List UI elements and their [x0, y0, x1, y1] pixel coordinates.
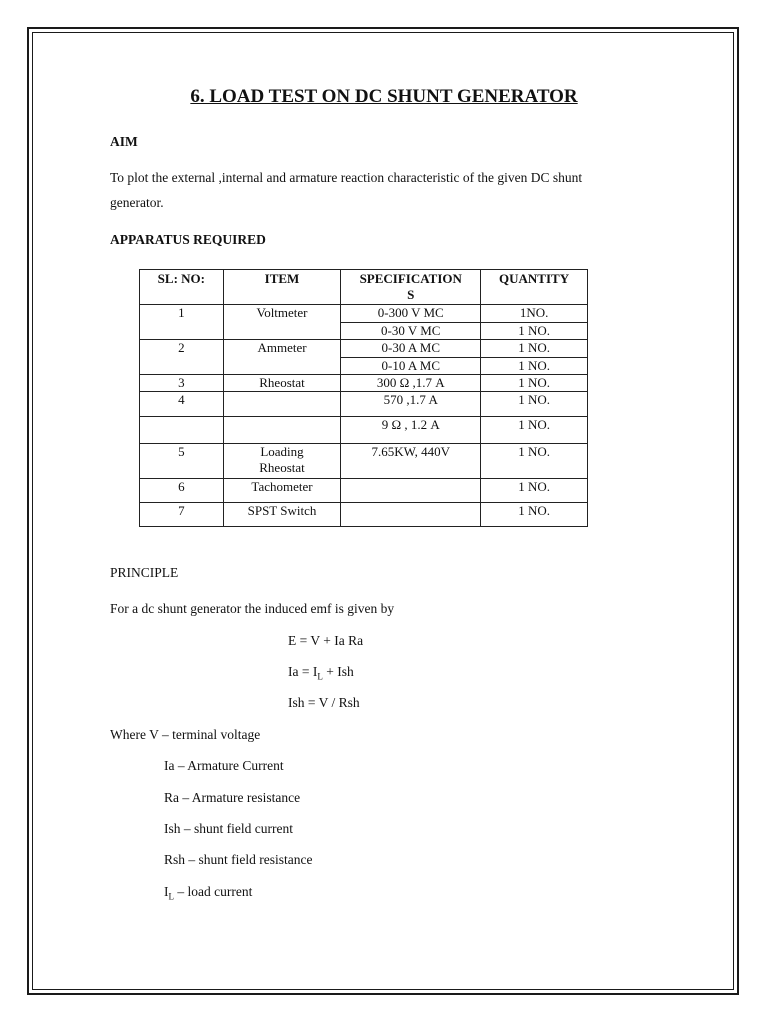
- cell-sl: [140, 323, 224, 340]
- column-header-specifications-line-2: S: [407, 287, 415, 302]
- page-title: 6. LOAD TEST ON DC SHUNT GENERATOR: [190, 86, 578, 107]
- cell-spec: 9 Ω , 1.2 A: [341, 417, 481, 444]
- cell-item: Voltmeter: [223, 305, 341, 323]
- cell-item: Ammeter: [223, 340, 341, 358]
- cell-qty: 1 NO.: [481, 479, 588, 503]
- principle-intro: For a dc shunt generator the induced emf is given by: [110, 601, 395, 616]
- column-header-specifications: [341, 270, 481, 305]
- definition-rsh: Rsh – shunt field resistance: [164, 852, 313, 867]
- cell-spec: 0-30 A MC: [341, 340, 481, 358]
- subscript-l: L: [168, 891, 174, 902]
- cell-qty: 1NO.: [481, 305, 588, 323]
- cell-item: [223, 323, 341, 340]
- equation-armature-current-rhs: + Ish: [322, 664, 354, 679]
- table-header-row: [140, 270, 588, 305]
- cell-item: [223, 358, 341, 375]
- cell-spec: 570 ,1.7 A: [341, 392, 481, 417]
- cell-spec: [341, 503, 481, 527]
- equation-armature-current: [288, 664, 354, 682]
- cell-item: [223, 392, 341, 417]
- column-header-quantity: QUANTITY: [481, 270, 588, 305]
- cell-sl: 4: [140, 392, 224, 417]
- cell-spec: 0-10 A MC: [341, 358, 481, 375]
- table-row: [140, 479, 588, 503]
- cell-sl: 1: [140, 305, 224, 323]
- equation-shunt-current: Ish = V / Rsh: [288, 695, 360, 710]
- definition-il-text: – load current: [174, 884, 253, 899]
- cell-sl: 7: [140, 503, 224, 527]
- cell-spec: 7.65KW, 440V: [341, 444, 481, 479]
- where-line: Where V – terminal voltage: [110, 727, 261, 742]
- definition-il-symbol: I: [164, 884, 169, 899]
- cell-qty: 1 NO.: [481, 358, 588, 375]
- table-row: [140, 305, 588, 323]
- cell-qty: 1 NO.: [481, 340, 588, 358]
- apparatus-table: [139, 269, 588, 527]
- aim-text-line-1: To plot the external ,internal and armature reaction characteristic of the given DC shunt: [110, 170, 583, 185]
- cell-sl: 5: [140, 444, 224, 479]
- cell-qty: 1 NO.: [481, 503, 588, 527]
- table-row: [140, 323, 588, 340]
- table-row: [140, 444, 588, 479]
- definition-ish: Ish – shunt field current: [164, 821, 293, 836]
- table-row: [140, 503, 588, 527]
- cell-qty: 1 NO.: [481, 444, 588, 479]
- cell-item: [223, 444, 341, 479]
- cell-spec: 0-30 V MC: [341, 323, 481, 340]
- table-row: [140, 392, 588, 417]
- cell-sl: [140, 417, 224, 444]
- principle-heading: PRINCIPLE: [110, 565, 179, 580]
- cell-sl: [140, 358, 224, 375]
- cell-qty: 1 NO.: [481, 375, 588, 392]
- cell-item-line-2: Rheostat: [259, 460, 305, 475]
- equation-armature-current-lhs: Ia = I: [288, 664, 318, 679]
- cell-item: Tachometer: [223, 479, 341, 503]
- table-row: [140, 417, 588, 444]
- column-header-sl-no: SL: NO:: [140, 270, 224, 305]
- table-row: [140, 358, 588, 375]
- definition-ra: Ra – Armature resistance: [164, 790, 301, 805]
- aim-heading: AIM: [110, 134, 138, 149]
- definition-il: [164, 884, 252, 902]
- table-row: [140, 375, 588, 392]
- aim-text-line-2: generator.: [110, 195, 164, 210]
- equation-emf: E = V + Ia Ra: [288, 633, 364, 648]
- cell-item: SPST Switch: [223, 503, 341, 527]
- cell-sl: 3: [140, 375, 224, 392]
- table-row: [140, 340, 588, 358]
- cell-qty: 1 NO.: [481, 417, 588, 444]
- cell-sl: 6: [140, 479, 224, 503]
- cell-sl: 2: [140, 340, 224, 358]
- apparatus-heading: APPARATUS REQUIRED: [110, 232, 266, 247]
- cell-spec: 0-300 V MC: [341, 305, 481, 323]
- cell-item-line-1: Loading: [260, 444, 304, 459]
- definition-ia: Ia – Armature Current: [164, 758, 284, 773]
- column-header-item: ITEM: [223, 270, 341, 305]
- cell-spec: 300 Ω ,1.7 A: [341, 375, 481, 392]
- cell-item: Rheostat: [223, 375, 341, 392]
- cell-spec: [341, 479, 481, 503]
- column-header-specifications-line-1: SPECIFICATION: [359, 271, 462, 286]
- cell-item: [223, 417, 341, 444]
- subscript-l: L: [317, 671, 323, 682]
- cell-qty: 1 NO.: [481, 323, 588, 340]
- cell-qty: 1 NO.: [481, 392, 588, 417]
